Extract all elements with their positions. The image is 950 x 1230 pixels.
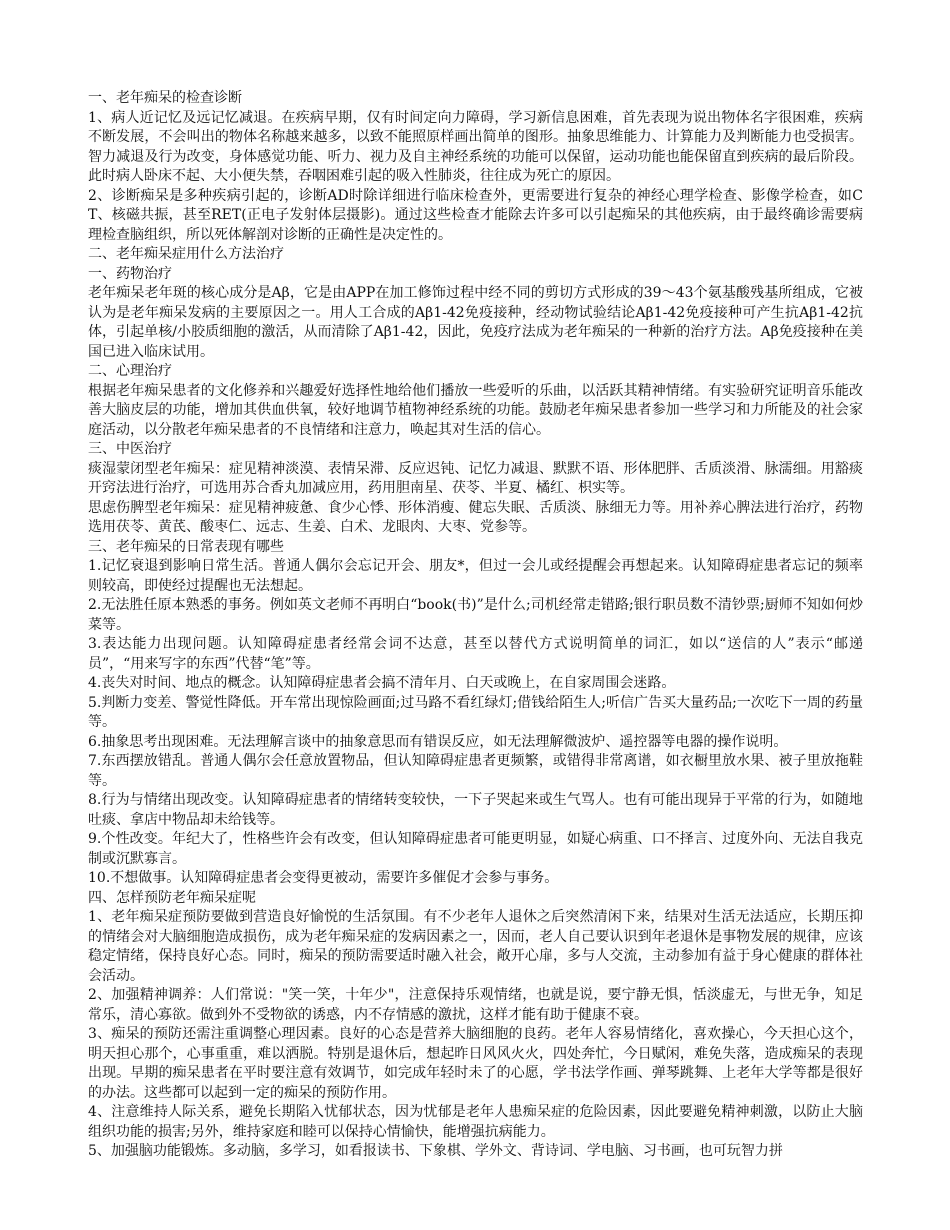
list-item: 1.记忆衰退到影响日常生活。普通人偶尔会忘记开会、朋友*，但过一会儿或经提醒会再想起来。认知障碍症患者忘记的频率则较高，即使经过提醒也无法想起。	[88, 558, 863, 594]
document-page	[88, 89, 863, 1162]
paragraph: 根据老年痴呆患者的文化修养和兴趣爱好选择性地给他们播放一些爱听的乐曲，以活跃其精神情绪。有实验研究证明音乐能改善大脑皮层的功能，增加其供血供氧，较好地调节植物神经系统的功能。鼓励老年痴呆患者参加一些学习和力所能及的社会家庭活动，以分散老年痴呆患者的不良情绪和注意力，唤起其对生活的信心。	[88, 382, 863, 438]
section-heading: 二、老年痴呆症用什么方法治疗	[88, 246, 284, 262]
list-item: 3.表达能力出现问题。认知障碍症患者经常会词不达意，甚至以替代方式说明简单的词汇，如以“送信的人”表示“邮递员”，“用来写字的东西”代替“笔”等。	[88, 636, 863, 672]
list-item: 4.丧失对时间、地点的概念。认知障碍症患者会搞不清年月、白天或晚上，在自家周围会迷路。	[88, 675, 676, 691]
subsection-heading: 三、中医治疗	[88, 441, 172, 457]
paragraph: 痰湿蒙闭型老年痴呆：症见精神淡漠、表情呆滞、反应迟钝、记忆力减退、默默不语、形体肥胖、舌质淡滑、脉濡细。用豁痰开窍法进行治疗，可选用苏合香丸加减应用，药用胆南星、茯苓、半夏、橘红、枳实等。	[88, 460, 863, 496]
paragraph: 5、加强脑功能锻炼。多动脑，多学习，如看报读书、下象棋、学外文、背诗词、学电脑、习书画，也可玩智力拼	[88, 1143, 783, 1159]
paragraph: 2、加强精神调养：人们常说："笑一笑，十年少"，注意保持乐观情绪，也就是说，要宁静无惧，恬淡虚无，与世无争，知足常乐，清心寡欲。做到外不受物欲的诱惑，内不存情感的激扰，这样才能有助于健康不衰。	[88, 987, 863, 1023]
paragraph: 2、诊断痴呆是多种疾病引起的，诊断AD时除详细进行临床检查外，更需要进行复杂的神经心理学检查、影像学检查，如CT、核磁共振，甚至RET(正电子发射体层摄影)。通过这些检查才能除去许多可以引起痴呆的其他疾病，由于最终确诊需要病理检查脑组织，所以死体解剖对诊断的正确性是决定性的。	[88, 187, 863, 243]
list-item: 2.无法胜任原本熟悉的事务。例如英文老师不再明白“book(书)”是什么;司机经常走错路;银行职员数不清钞票;厨师不知如何炒菜等。	[88, 597, 863, 633]
paragraph: 老年痴呆老年斑的核心成分是Aβ，它是由APP在加工修饰过程中经不同的剪切方式形成的39～43个氨基酸残基所组成，它被认为是老年痴呆发病的主要原因之一。用人工合成的Aβ1-42免疫接种，经动物试验结论Aβ1-42免疫接种可产生抗Aβ1-42抗体，引起单核/小胶质细胞的激活，从而清除了Aβ1-42，因此，免疫疗法成为老年痴呆的一种新的治疗方法。Aβ免疫接种在美国已进入临床试用。	[88, 285, 863, 360]
paragraph: 4、注意维持人际关系，避免长期陷入忧郁状态，因为忧郁是老年人患痴呆症的危险因素，因此要避免精神刺激，以防止大脑组织功能的损害;另外，维持家庭和睦可以保持心情愉快，能增强抗病能力。	[88, 1104, 863, 1140]
list-item: 8.行为与情绪出现改变。认知障碍症患者的情绪转变较快，一下子哭起来或生气骂人。也有可能出现异于平常的行为，如随地吐痰、拿店中物品却未给钱等。	[88, 792, 863, 828]
paragraph: 3、痴呆的预防还需注重调整心理因素。良好的心态是营养大脑细胞的良药。老年人容易情绪化，喜欢操心，今天担心这个，明天担心那个，心事重重，难以洒脱。特别是退休后，想起昨日风风火火，四处奔忙，今日赋闲，难免失落，造成痴呆的表现出现。早期的痴呆患者在平时要注意有效调节，如完成年轻时未了的心愿，学书法学作画、弹琴跳舞、上老年大学等都是很好的办法。这些都可以起到一定的痴呆的预防作用。	[88, 1026, 863, 1101]
list-item: 5.判断力变差、警觉性降低。开车常出现惊险画面;过马路不看红绿灯;借钱给陌生人;听信广告买大量药品;一次吃下一周的药量等。	[88, 694, 863, 730]
paragraph: 1、老年痴呆症预防要做到营造良好愉悦的生活氛围。有不少老年人退休之后突然清闲下来，结果对生活无法适应，长期压抑的情绪会对大脑细胞造成损伤，成为老年痴呆症的发病因素之一，因而，老人自己要认识到年老退休是事物发展的规律，应该稳定情绪，保持良好心态。同时，痴呆的预防需要适时融入社会，敞开心扉，多与人交流，主动参加有益于身心健康的群体社会活动。	[88, 909, 863, 984]
subsection-heading: 二、心理治疗	[88, 363, 172, 379]
list-item: 10.不想做事。认知障碍症患者会变得更被动，需要许多催促才会参与事务。	[88, 870, 559, 886]
list-item: 7.东西摆放错乱。普通人偶尔会任意放置物品，但认知障碍症患者更频繁，或错得非常离谱，如衣橱里放水果、被子里放拖鞋等。	[88, 753, 863, 789]
paragraph: 思虑伤脾型老年痴呆：症见精神疲惫、食少心悸、形体消瘦、健忘失眠、舌质淡、脉细无力等。用补养心脾法进行治疗，药物选用茯苓、黄芪、酸枣仁、远志、生姜、白术、龙眼肉、大枣、党参等。	[88, 499, 863, 535]
section-heading: 一、老年痴呆的检查诊断	[88, 90, 242, 106]
subsection-heading: 一、药物治疗	[88, 265, 172, 282]
list-item: 6.抽象思考出现困难。无法理解言谈中的抽象意思而有错误反应，如无法理解微波炉、遥控器等电器的操作说明。	[88, 733, 788, 750]
list-item: 9.个性改变。年纪大了，性格些许会有改变，但认知障碍症患者可能更明显，如疑心病重、口不择言、过度外向、无法自我克制或沉默寡言。	[88, 831, 863, 867]
section-heading: 三、老年痴呆的日常表现有哪些	[88, 538, 284, 555]
paragraph: 1、病人近记忆及远记忆减退。在疾病早期，仅有时间定向力障碍，学习新信息困难，首先表现为说出物体名字很困难，疾病不断发展，不会叫出的物体名称越来越多，以致不能照原样画出简单的图形。抽象思维能力、计算能力及判断能力也受损害。智力减退及行为改变，身体感觉功能、听力、视力及自主神经系统的功能可以保留，运动功能也能保留直到疾病的最后阶段。此时病人卧床不起、大小便失禁，吞咽困难引起的吸入性肺炎，往往成为死亡的原因。	[88, 109, 863, 184]
section-heading: 四、怎样预防老年痴呆症呢	[88, 889, 256, 906]
